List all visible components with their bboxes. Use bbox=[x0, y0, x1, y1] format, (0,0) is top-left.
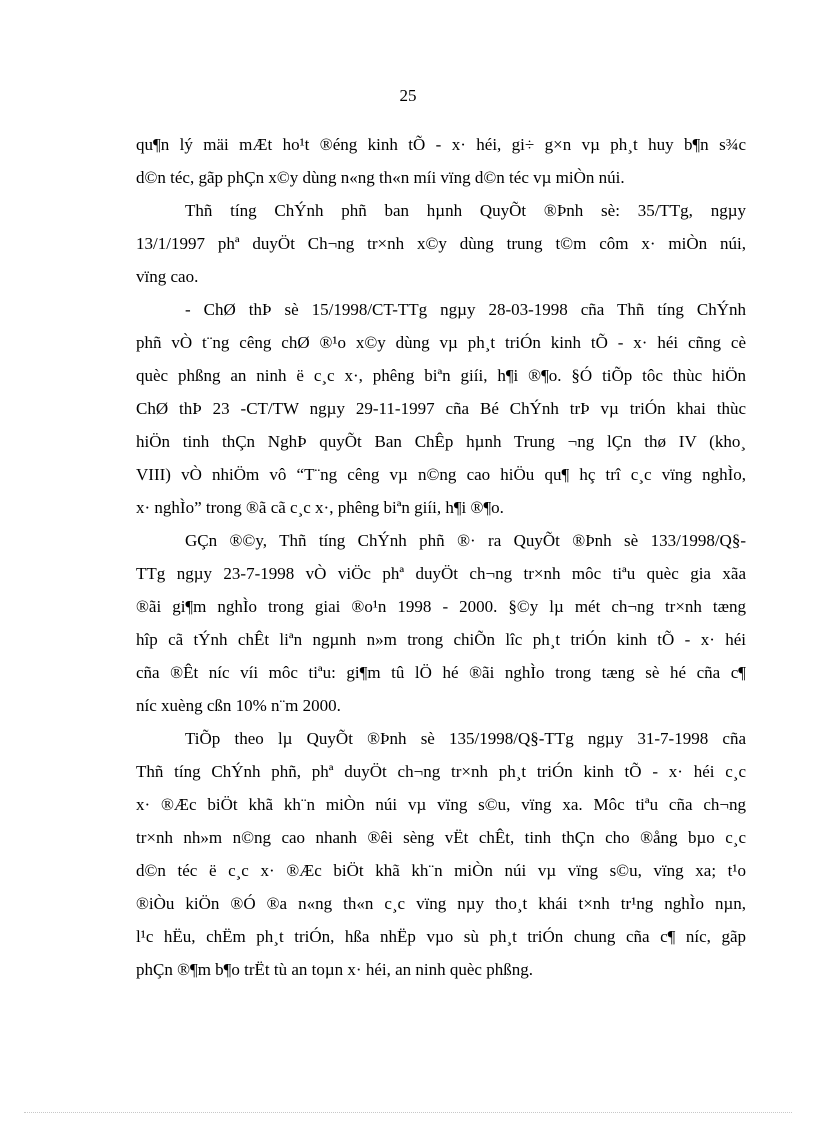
text-line: d©n téc ë c¸c x· ®Æc biÖt khã kh¨n miÒn núi vµ vïng s©u, vïng xa; t¹o bbox=[136, 861, 746, 880]
text-line: qu¶n lý mäi mÆt ho¹t ®éng kinh tÕ - x· héi, gi÷ g×n vµ ph¸t huy b¶n s¾c bbox=[136, 135, 746, 154]
text-line: tr×nh nh»m n©ng cao nhanh ®êi sèng vËt chÊt, tinh thÇn cho ®ång bµo c¸c bbox=[136, 828, 746, 847]
text-line: hiÖn tinh thÇn NghÞ quyÕt Ban ChÊp hµnh Trung ¬ng lÇn thø IV (kho¸ bbox=[136, 432, 746, 451]
text-line: Thñ tíng ChÝnh phñ, phª duyÖt ch¬ng tr×nh ph¸t triÓn kinh tÕ - x· héi c¸c bbox=[136, 762, 746, 781]
text-line: ®ãi gi¶m nghÌo trong giai ®o¹n 1998 - 2000. §©y lµ mét ch¬ng tr×nh tæng bbox=[136, 597, 746, 616]
text-line: x· nghÌo” trong ®ã cã c¸c x·, phêng biªn giíi, h¶i ®¶o. bbox=[136, 498, 504, 517]
text-line: d©n téc, gãp phÇn x©y dùng n«ng th«n míi vïng d©n téc vµ miÒn núi. bbox=[136, 168, 625, 187]
text-line: níc xuèng cßn 10% n¨m 2000. bbox=[136, 696, 341, 715]
text-line: GÇn ®©y, Thñ tíng ChÝnh phñ ®· ra QuyÕt ®Þnh sè 133/1998/Q§- bbox=[185, 531, 746, 550]
text-line: TTg ngµy 23-7-1998 vÒ viÖc phª duyÖt ch¬ng tr×nh môc tiªu quèc gia xãa bbox=[136, 564, 746, 583]
text-line: cña ®Êt níc víi môc tiªu: gi¶m tû lÖ hé ®ãi nghÌo trong tæng sè hé cña c¶ bbox=[136, 663, 746, 682]
text-line: - ChØ thÞ sè 15/1998/CT-TTg ngµy 28-03-1998 cña Thñ tíng ChÝnh bbox=[185, 300, 746, 319]
text-line: ChØ thÞ 23 -CT/TW ngµy 29-11-1997 cña Bé ChÝnh trÞ vµ triÓn khai thùc bbox=[136, 399, 746, 418]
text-line: TiÕp theo lµ QuyÕt ®Þnh sè 135/1998/Q§-TTg ngµy 31-7-1998 cña bbox=[185, 729, 746, 748]
text-line: vïng cao. bbox=[136, 267, 199, 286]
text-line: phñ vÒ t¨ng cêng chØ ®¹o x©y dùng vµ ph¸t triÓn kinh tÕ - x· héi cñng cè bbox=[136, 333, 746, 352]
text-line: quèc phßng an ninh ë c¸c x·, phêng biªn giíi, h¶i ®¶o. §Ó tiÕp tôc thùc hiÖn bbox=[136, 366, 746, 385]
page-bottom-rule bbox=[24, 1112, 792, 1113]
page-number: 25 bbox=[399, 86, 417, 105]
text-line: x· ®Æc biÖt khã kh¨n miÒn núi vµ vïng s©u, vïng xa. Môc tiªu cña ch¬ng bbox=[136, 795, 746, 814]
text-line: phÇn ®¶m b¶o trËt tù an toµn x· héi, an ninh quèc phßng. bbox=[136, 960, 533, 979]
text-line: VIII) vÒ nhiÖm vô “T¨ng cêng vµ n©ng cao hiÖu qu¶ hç trî c¸c vïng nghÌo, bbox=[136, 465, 746, 484]
body-text bbox=[136, 128, 746, 986]
text-line: l¹c hËu, chËm ph¸t triÓn, hßa nhËp vµo sù ph¸t triÓn chung cña c¶ níc, gãp bbox=[136, 927, 746, 946]
text-line: 13/1/1997 phª duyÖt Ch¬ng tr×nh x©y dùng trung t©m côm x· miÒn núi, bbox=[136, 234, 746, 253]
text-line: Thñ tíng ChÝnh phñ ban hµnh QuyÕt ®Þnh sè: 35/TTg, ngµy bbox=[185, 201, 746, 220]
text-line: hîp cã tÝnh chÊt liªn ngµnh n»m trong chiÕn lîc ph¸t triÓn kinh tÕ - x· héi bbox=[136, 630, 746, 649]
text-line: ®iÒu kiÖn ®Ó ®a n«ng th«n c¸c vïng nµy tho¸t khái t×nh tr¹ng nghÌo nµn, bbox=[136, 894, 746, 913]
